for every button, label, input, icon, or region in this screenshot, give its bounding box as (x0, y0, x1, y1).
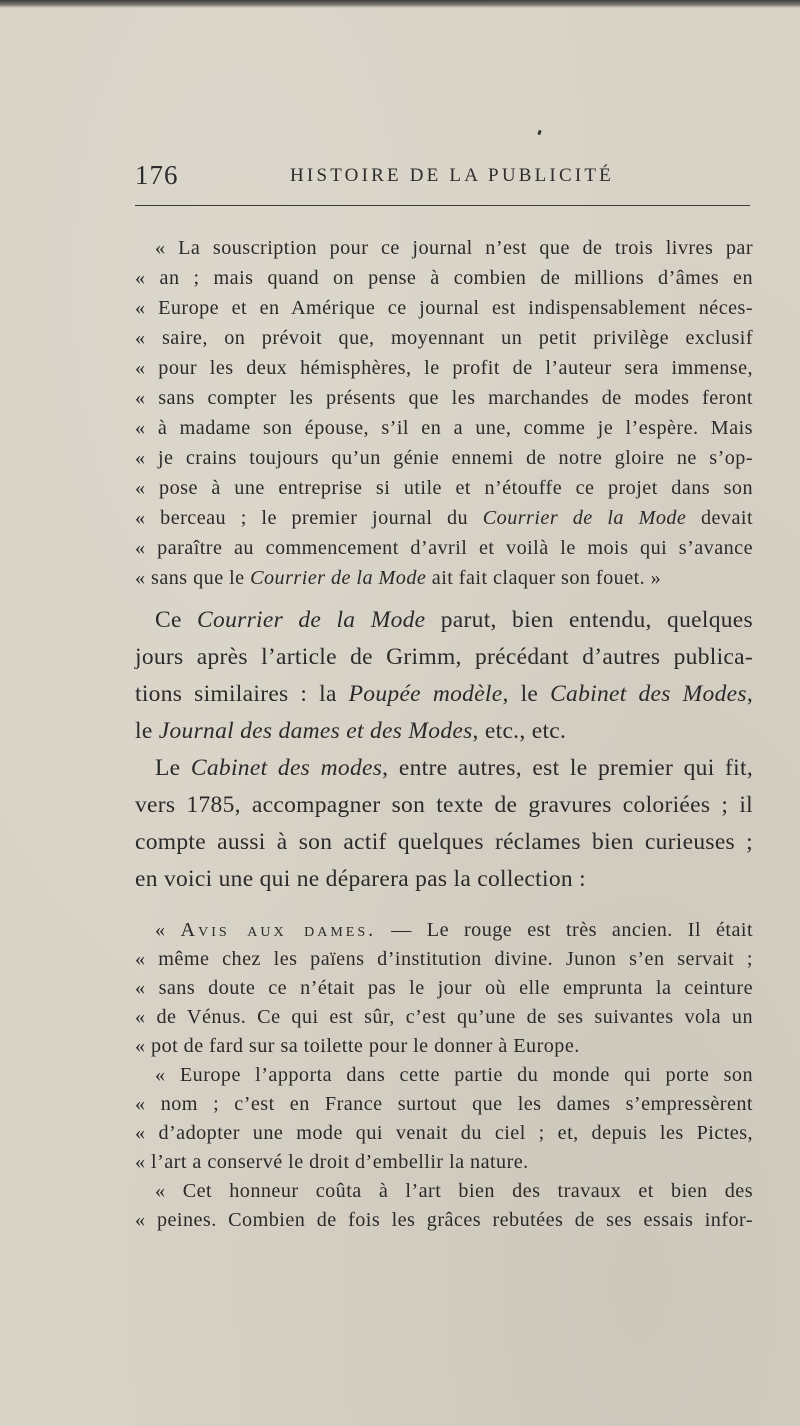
paragraph-line: compte aussi à son actif quelques réclames bien curieuses ; (135, 829, 753, 855)
paragraph-line: en voici une qui ne déparera pas la collection : (135, 866, 586, 892)
paragraph-text: parut, bien entendu, quelques (425, 607, 753, 633)
paragraph-text: , le (502, 681, 551, 707)
periodical-title: Journal des dames et des Modes (158, 718, 473, 744)
header-rule (135, 205, 750, 206)
quote-line-text: devait (686, 507, 753, 529)
quote-line-text: — Le rouge est très ancien. Il était (376, 919, 754, 941)
periodical-title: Cabinet des Modes (550, 681, 747, 707)
quote-line: « paraître au commencement d’avril et voilà le mois qui s’avance (135, 537, 753, 559)
quote-line: « même chez les païens d’institution divine. Junon s’en servait ; (135, 948, 753, 970)
quote-line-text: « sans que le (135, 567, 251, 589)
quote-line (135, 503, 753, 533)
paragraph-text: , (746, 681, 753, 707)
quote-line-text: « berceau ; le premier journal du (135, 507, 483, 529)
quote-line: « pose à une entreprise si utile et n’étouffe ce projet dans son (135, 477, 753, 499)
running-title: HISTOIRE DE LA PUBLICITÉ (290, 165, 614, 186)
quote-line: « de Vénus. Ce qui est sûr, c’est qu’une de ses suivantes vola un (135, 1006, 753, 1028)
quote-line: « je crains toujours qu’un génie ennemi de notre gloire ne s’op- (135, 447, 753, 469)
paragraph-text: Ce (155, 607, 198, 633)
periodical-title: Poupée modèle (348, 681, 503, 707)
quote-line: « La souscription pour ce journal n’est que de trois livres par (155, 237, 753, 259)
paragraph-text: tions similaires : la (135, 681, 349, 707)
paragraph-text: le (135, 718, 159, 744)
paragraph-line: jours après l’article de Grimm, précédant d’autres publica- (135, 644, 753, 670)
page-header (135, 160, 750, 192)
quote-line-text: ait fait claquer son fouet. » (426, 567, 662, 589)
paragraph-line (135, 677, 753, 707)
paragraph-text: Le (155, 755, 191, 781)
paragraph-line: vers 1785, accompagner son texte de gravures coloriées ; il (135, 792, 753, 818)
quote-line: « pour les deux hémisphères, le profit de l’auteur sera immense, (135, 357, 753, 379)
quote-line: « nom ; c’est en France surtout que les dames s’empressèrent (135, 1093, 753, 1115)
paragraph-text: , etc., etc. (472, 718, 567, 744)
page-number: 176 (135, 160, 179, 190)
quote-line: « pot de fard sur sa toilette pour le donner à Europe. (135, 1035, 580, 1057)
quote-line: « Cet honneur coûta à l’art bien des travaux et bien des (155, 1180, 753, 1202)
quote-line: « sans compter les présents que les marchandes de modes feront (135, 387, 753, 409)
quote-line: « sans doute ce n’était pas le jour où elle emprunta la ceinture (135, 977, 753, 999)
advert-heading: Avis aux dames. (180, 919, 377, 941)
quote-line-text: « (155, 919, 181, 941)
quote-line: « peines. Combien de fois les grâces rebutées de ses essais infor- (135, 1209, 753, 1231)
paragraph-line (135, 751, 753, 781)
quote-line (135, 563, 753, 593)
quote-line: « Europe et en Amérique ce journal est indispensablement néces- (135, 297, 753, 319)
quote-line: « Europe l’apporta dans cette partie du monde qui porte son (155, 1064, 753, 1086)
ink-speck (537, 130, 542, 136)
periodical-title: Courrier de la Mode (482, 507, 687, 529)
paragraph-line (135, 714, 753, 744)
paragraph-text: , entre autres, est le premier qui fit, (382, 755, 753, 781)
quote-line: « saire, on prévoit que, moyennant un petit privilège exclusif (135, 327, 753, 349)
quote-line (135, 915, 753, 945)
quote-line: « à madame son épouse, s’il en a une, comme je l’espère. Mais (135, 417, 753, 439)
periodical-title: Courrier de la Mode (250, 567, 427, 589)
periodical-title: Cabinet des modes (190, 755, 383, 781)
page-top-edge (0, 0, 800, 8)
quote-line: « l’art a conservé le droit d’embellir la nature. (135, 1151, 529, 1173)
quote-line: « an ; mais quand on pense à combien de millions d’âmes en (135, 267, 753, 289)
paragraph-line (135, 603, 753, 633)
periodical-title: Courrier de la Mode (197, 607, 426, 633)
quote-line: « d’adopter une mode qui venait du ciel ; et, depuis les Pictes, (135, 1122, 753, 1144)
